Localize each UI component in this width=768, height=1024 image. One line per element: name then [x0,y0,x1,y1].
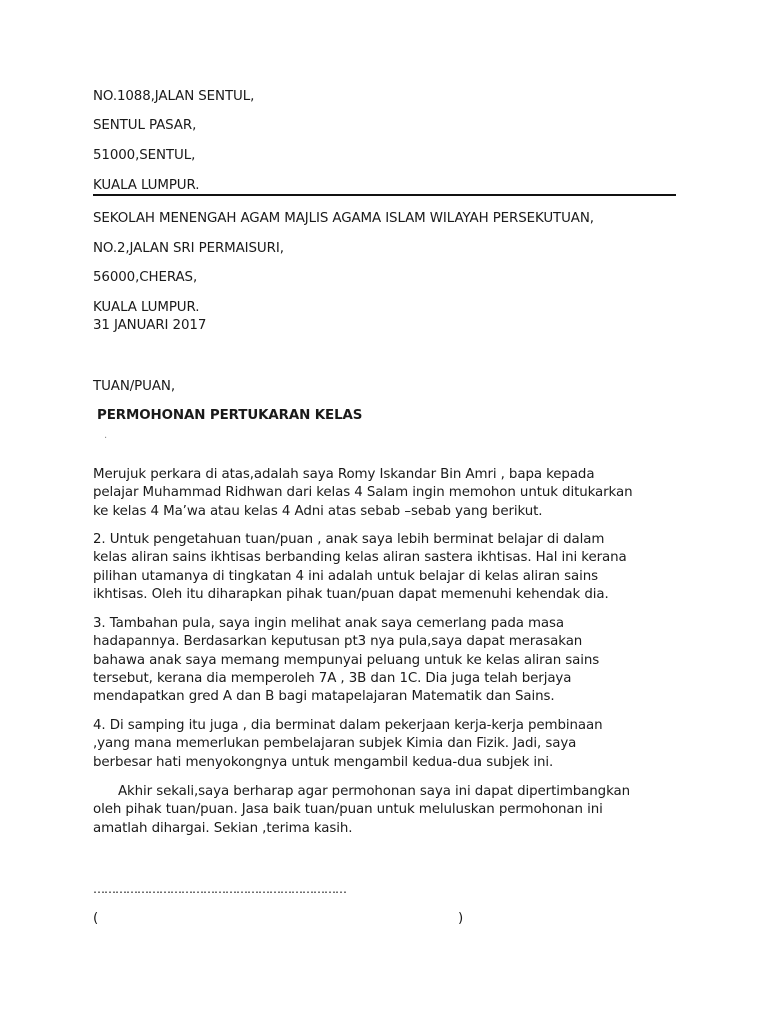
paragraph-4 [93,717,693,772]
address-divider [93,194,676,196]
paragraph-line: pelajar Muhammad Ridhwan dari kelas 4 Salam ingin memohon untuk ditukarkan [93,485,633,501]
paragraph-line: amatlah dihargai. Sekian ,terima kasih. [93,820,353,836]
signature-dotted-line: …………………………………………………………… [93,882,346,896]
paragraph-closing [93,783,693,838]
recipient-address-line-1: SEKOLAH MENENGAH AGAM MAJLIS AGAMA ISLAM WILAYAH PERSEKUTUAN, [93,211,594,226]
recipient-address-line-2: NO.2,JALAN SRI PERMAISURI, [93,241,284,256]
stray-mark: . [104,430,108,441]
paragraph-line: hadapannya. Berdasarkan keputusan pt3 nya pula,saya dapat merasakan [93,634,583,650]
sender-address-line-4: KUALA LUMPUR. [93,178,200,193]
salutation: TUAN/PUAN, [93,379,175,394]
paragraph-line: mendapatkan gred A dan B bagi matapelajaran Matematik dan Sains. [93,689,555,705]
paragraph-line: ,yang mana memerlukan pembelajaran subjek Kimia dan Fizik. Jadi, saya [93,736,577,752]
paragraph-line: 4. Di samping itu juga , dia berminat dalam pekerjaan kerja-kerja pembinaan [93,718,603,733]
sender-address-line-3: 51000,SENTUL, [93,148,196,163]
sender-address-line-1: NO.1088,JALAN SENTUL, [93,89,255,104]
paragraph-line: tersebut, kerana dia memperoleh 7A , 3B dan 1C. Dia juga telah berjaya [93,670,572,686]
paragraph-line: bahawa anak saya memang mempunyai peluang untuk ke kelas aliran sains [93,652,600,668]
recipient-address-line-3: 56000,CHERAS, [93,270,198,285]
paragraph-line: ikhtisas. Oleh itu diharapkan pihak tuan/puan dapat memenuhi kehendak dia. [93,586,609,602]
paragraph-line: 3. Tambahan pula, saya ingin melihat anak saya cemerlang pada masa [93,616,565,631]
letter-date: 31 JANUARI 2017 [93,318,207,333]
paragraph-line: berbesar hati menyokongnya untuk mengambil kedua-dua subjek ini. [93,754,554,770]
paragraph-line: Merujuk perkara di atas,adalah saya Romy Iskandar Bin Amri , bapa kepada [93,467,595,482]
paragraph-line: kelas aliran sains ikhtisas berbanding kelas aliran sastera ikhtisas. Hal ini kerana [93,550,627,566]
signature-name-close-paren: ) [458,911,464,926]
paragraph-line: pilihan utamanya di tingkatan 4 ini adalah untuk belajar di kelas aliran sains [93,568,598,584]
recipient-address-line-4: KUALA LUMPUR. [93,300,200,315]
paragraph-line: oleh pihak tuan/puan. Jasa baik tuan/puan untuk meluluskan permohonan ini [93,802,603,818]
paragraph-3 [93,615,693,706]
paragraph-line: ke kelas 4 Ma’wa atau kelas 4 Adni atas sebab –sebab yang berikut. [93,503,543,519]
signature-name-open-paren: ( [93,911,99,926]
paragraph-line: Akhir sekali,saya berharap agar permohonan saya ini dapat dipertimbangkan [93,784,630,799]
paragraph-line: 2. Untuk pengetahuan tuan/puan , anak saya lebih berminat belajar di dalam [93,532,605,547]
paragraph-intro [93,466,693,521]
sender-address-line-2: SENTUL PASAR, [93,118,197,133]
letter-subject: PERMOHONAN PERTUKARAN KELAS [97,408,363,423]
paragraph-2 [93,531,693,604]
